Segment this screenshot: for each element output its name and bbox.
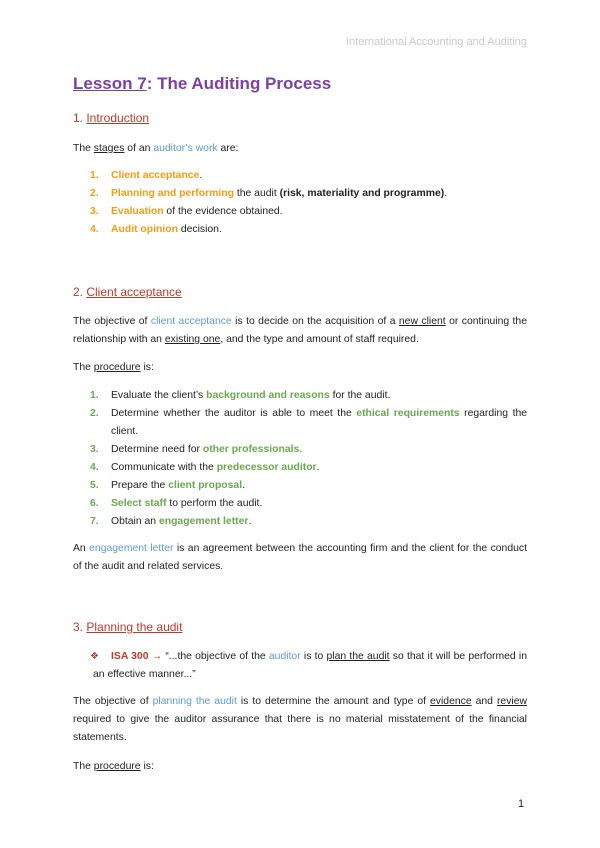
heading-number: 1. (73, 111, 87, 125)
item-bold: (risk, materiality and programme) (279, 188, 445, 199)
item-text: Determine whether the auditor is able to meet the (111, 408, 357, 419)
text: The objective of (73, 316, 151, 327)
planning-procedure-intro (73, 758, 527, 776)
item-number: 5. (90, 480, 99, 491)
item-text: regarding the client. (111, 408, 528, 437)
list-item (73, 167, 527, 185)
list-item (73, 495, 527, 513)
text: are: (217, 143, 239, 154)
page-number: 1 (518, 798, 525, 810)
diamond-bullet-icon: ❖ (90, 651, 99, 662)
stages-term: stages (93, 143, 125, 154)
item-text: for the audit. (329, 390, 391, 401)
item-number: 7. (90, 516, 99, 527)
item-text: . (199, 170, 203, 181)
text: The objective of (73, 696, 153, 707)
client-acceptance-term: client acceptance (150, 316, 232, 327)
list-item (73, 459, 527, 477)
procedure-term: procedure (93, 761, 141, 772)
title-text: : The Auditing Process (146, 74, 332, 93)
item-highlight: background and reasons (206, 390, 330, 401)
procedure-term: procedure (93, 362, 141, 373)
item-number: 1. (90, 170, 99, 181)
text: , and the type and amount of staff required. (220, 334, 419, 345)
list-item (73, 221, 527, 239)
item-text: Obtain an (111, 516, 159, 527)
auditors-work-term: auditor’s work (153, 143, 218, 154)
stages-list (73, 167, 527, 239)
client-objective-paragraph (73, 313, 527, 349)
text: of an (124, 143, 154, 154)
text: is to decide on the acquisition of a (231, 316, 399, 327)
item-highlight: Select staff (111, 498, 167, 509)
item-text: . (444, 188, 448, 199)
text: or continuing the relationship with an (73, 316, 527, 345)
item-text: Communicate with the (111, 462, 217, 473)
list-item (73, 387, 527, 405)
section-heading-planning (73, 620, 182, 634)
item-number: 4. (90, 462, 99, 473)
item-text: of the evidence obtained. (163, 206, 283, 217)
text: The (73, 362, 94, 373)
item-highlight: client proposal (168, 480, 243, 491)
item-highlight: ethical requirements (356, 408, 460, 419)
new-client-term: new client (398, 316, 446, 327)
item-number: 3. (90, 206, 99, 217)
item-highlight: engagement letter (158, 516, 249, 527)
item-text: Determine need for (111, 444, 203, 455)
quote-text: so that it will be performed in an effective manner...” (93, 651, 528, 680)
engagement-letter-term: engagement letter (89, 543, 174, 554)
item-number: 4. (90, 224, 99, 235)
item-text: . (242, 480, 245, 491)
list-item (73, 441, 527, 459)
item-text: . (248, 516, 252, 527)
item-text: to perform the audit. (166, 498, 263, 509)
engagement-letter-paragraph (73, 540, 527, 576)
list-item (73, 477, 527, 495)
item-highlight: Client acceptance (111, 170, 200, 181)
auditor-term: auditor (268, 651, 301, 662)
list-item (73, 185, 527, 203)
existing-one-term: existing one (164, 334, 221, 345)
review-term: review (496, 696, 527, 707)
intro-paragraph (73, 140, 527, 158)
item-number: 2. (90, 188, 99, 199)
planning-the-audit-term: planning the audit (152, 696, 237, 707)
text: The (73, 761, 94, 772)
item-highlight: other professionals. (202, 444, 303, 455)
text: is an agreement between the accounting firm and the client for the conduct of the audit and related services. (73, 543, 527, 572)
running-header: International Accounting and Auditing (345, 36, 527, 48)
heading-text: Introduction (86, 111, 150, 125)
quote-text: “...the objective of the (162, 651, 269, 662)
text: is: (140, 761, 154, 772)
item-highlight: Audit opinion (111, 224, 178, 235)
page-title (73, 74, 331, 94)
text: is to determine the amount and type of (236, 696, 431, 707)
item-number: 1. (90, 390, 99, 401)
item-text: decision. (177, 224, 222, 235)
item-text: Evaluate the client’s (111, 390, 207, 401)
text: required to give the auditor assurance that there is no material misstatement of the financial statements. (73, 714, 527, 743)
heading-text: Planning the audit (86, 620, 183, 634)
procedure-list (73, 387, 527, 531)
text: and (471, 696, 497, 707)
item-highlight: predecessor auditor (216, 462, 317, 473)
item-number: 3. (90, 444, 99, 455)
item-text: Prepare the (111, 480, 169, 491)
planning-objective-paragraph (73, 693, 527, 747)
lesson-number: Lesson 7 (73, 74, 147, 93)
evidence-term: evidence (430, 696, 472, 707)
item-highlight: Planning and performing (111, 188, 234, 199)
text: An (73, 543, 90, 554)
list-item (73, 513, 527, 531)
quote-text: is to (300, 651, 327, 662)
section-heading-client-acceptance (73, 285, 182, 299)
heading-text: Client acceptance (86, 285, 182, 299)
item-number: 2. (90, 408, 99, 419)
item-text: the audit (233, 188, 280, 199)
list-item (73, 203, 527, 221)
section-heading-introduction (73, 111, 149, 125)
text: The (73, 143, 94, 154)
text: is: (140, 362, 154, 373)
procedure-intro (73, 359, 527, 377)
list-item (73, 405, 527, 441)
heading-number: 3. (73, 620, 87, 634)
isa-quote (90, 648, 528, 684)
item-highlight: Evaluation (111, 206, 164, 217)
heading-number: 2. (73, 285, 87, 299)
plan-the-audit-term: plan the audit (326, 651, 390, 662)
item-number: 6. (90, 498, 99, 509)
isa-reference: ISA 300 → (111, 651, 163, 662)
item-text: . (316, 462, 320, 473)
